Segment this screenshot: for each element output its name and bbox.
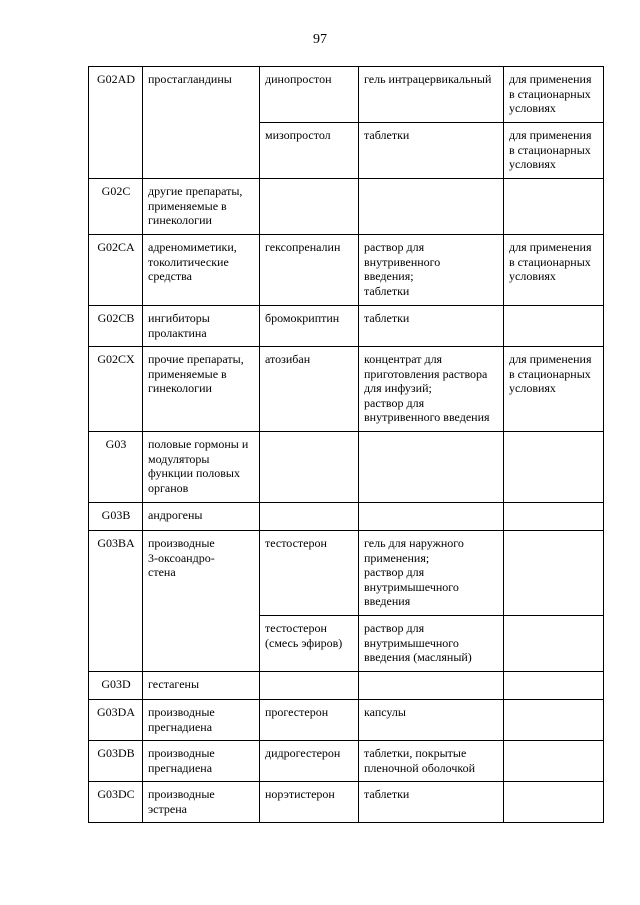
form-cell: гель интрацервикальный (359, 67, 504, 123)
table-row (89, 306, 604, 347)
form-cell (359, 503, 504, 531)
atc-code-cell: G03 (89, 432, 143, 503)
atc-code-cell: G02CB (89, 306, 143, 347)
table-row (89, 347, 604, 432)
note-cell (504, 503, 604, 531)
note-cell (504, 741, 604, 782)
table-row (89, 672, 604, 700)
form-cell: гель для наружного применения; раствор для внутримышечного введения (359, 531, 504, 616)
group-cell: ингибиторы пролактина (143, 306, 260, 347)
note-cell (504, 306, 604, 347)
table-row (89, 782, 604, 823)
atc-code-cell: G03DC (89, 782, 143, 823)
drug-table (88, 66, 604, 823)
drug-cell: прогестерон (260, 700, 359, 741)
atc-code-cell: G02CX (89, 347, 143, 432)
group-cell: производные прегнадиена (143, 741, 260, 782)
table-row (89, 432, 604, 503)
note-cell (504, 432, 604, 503)
group-cell: производные эстрена (143, 782, 260, 823)
drug-cell: норэтистерон (260, 782, 359, 823)
table-row (89, 531, 604, 616)
drug-cell: мизопростол (260, 123, 359, 179)
table-row (89, 179, 604, 235)
form-cell: таблетки (359, 306, 504, 347)
table-row (89, 67, 604, 123)
table-row (89, 741, 604, 782)
drug-cell: тестостерон (260, 531, 359, 616)
group-cell: половые гормоны и модуляторы функции половых органов (143, 432, 260, 503)
group-cell: прочие препараты, применяемые в гинекологии (143, 347, 260, 432)
note-cell: для применения в стационарных условиях (504, 235, 604, 306)
form-cell: капсулы (359, 700, 504, 741)
table-row (89, 235, 604, 306)
form-cell: таблетки (359, 782, 504, 823)
form-cell: раствор для внутривенного введения; таблетки (359, 235, 504, 306)
form-cell: таблетки (359, 123, 504, 179)
group-cell: адреномиметики, токолитические средства (143, 235, 260, 306)
note-cell (504, 616, 604, 672)
group-cell: другие препараты, применяемые в гинекологии (143, 179, 260, 235)
note-cell (504, 782, 604, 823)
note-cell: для применения в стационарных условиях (504, 123, 604, 179)
drug-cell (260, 432, 359, 503)
group-cell: простагландины (143, 67, 260, 179)
note-cell (504, 672, 604, 700)
drug-cell (260, 179, 359, 235)
drug-cell: гексопреналин (260, 235, 359, 306)
form-cell: концентрат для приготовления раствора для инфузий; раствор для внутривенного введения (359, 347, 504, 432)
note-cell: для применения в стационарных условиях (504, 67, 604, 123)
group-cell: гестагены (143, 672, 260, 700)
table-row (89, 503, 604, 531)
form-cell (359, 432, 504, 503)
table-row (89, 700, 604, 741)
page-number: 97 (313, 32, 327, 47)
form-cell: таблетки, покрытые пленочной оболочкой (359, 741, 504, 782)
drug-cell: дидрогестерон (260, 741, 359, 782)
atc-code-cell: G03BA (89, 531, 143, 672)
note-cell: для применения в стационарных условиях (504, 347, 604, 432)
group-cell: производные прегнадиена (143, 700, 260, 741)
drug-cell: бромокриптин (260, 306, 359, 347)
drug-cell: тестостерон (смесь эфиров) (260, 616, 359, 672)
atc-code-cell: G03DB (89, 741, 143, 782)
atc-code-cell: G03DA (89, 700, 143, 741)
form-cell (359, 672, 504, 700)
drug-cell (260, 672, 359, 700)
atc-code-cell: G03B (89, 503, 143, 531)
atc-code-cell: G02C (89, 179, 143, 235)
note-cell (504, 531, 604, 616)
form-cell (359, 179, 504, 235)
atc-code-cell: G03D (89, 672, 143, 700)
atc-code-cell: G02AD (89, 67, 143, 179)
drug-cell: атозибан (260, 347, 359, 432)
note-cell (504, 179, 604, 235)
group-cell: производные 3-оксоандро- стена (143, 531, 260, 672)
form-cell: раствор для внутримышечного введения (масляный) (359, 616, 504, 672)
drug-cell (260, 503, 359, 531)
note-cell (504, 700, 604, 741)
drug-cell: динопростон (260, 67, 359, 123)
group-cell: андрогены (143, 503, 260, 531)
atc-code-cell: G02CA (89, 235, 143, 306)
